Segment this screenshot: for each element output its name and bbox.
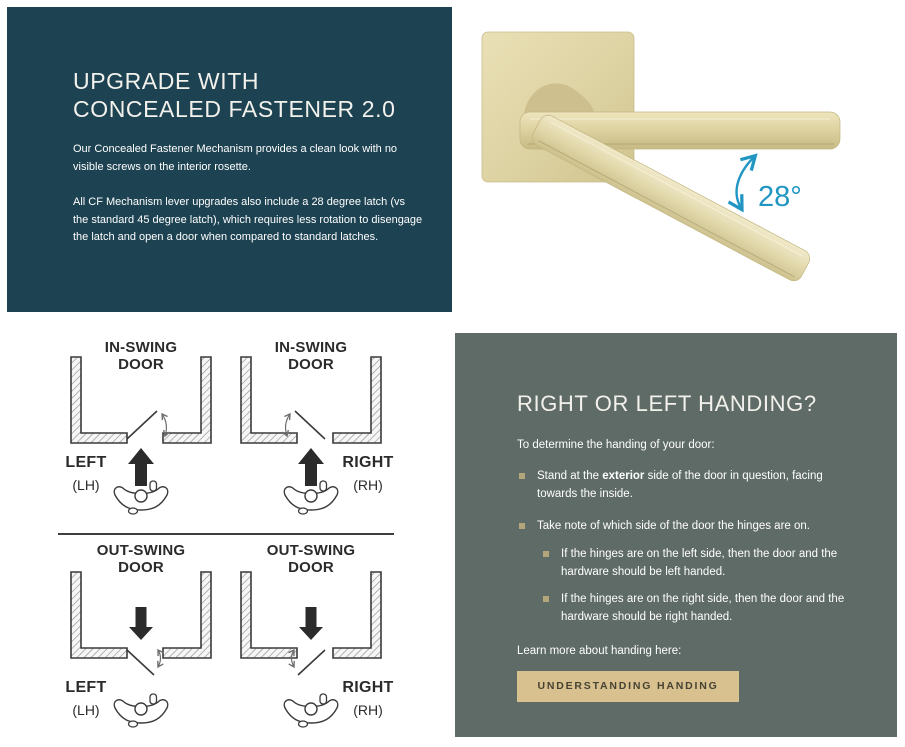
diagram-divider [58,533,394,535]
upgrade-heading: UPGRADE WITH CONCEALED FASTENER 2.0 [73,68,396,123]
up-arrow-icon [128,448,154,486]
bullet-text [537,468,855,504]
diagram-title: OUT-SWING DOOR [96,542,186,576]
square-bullet-icon [543,551,549,557]
bullet-text-post: side of the door in question, facing towards the inside. [537,470,823,501]
in-swing-row [56,340,396,525]
person-top-view-icon [114,694,167,727]
door-swing-arrow-icon [158,650,161,667]
diagram-title: IN-SWING DOOR [274,339,348,373]
diagram-in-swing-left [56,340,226,525]
bullet-text-pre: Stand at the [537,470,603,483]
upgrade-paragraph-2: All CF Mechanism lever upgrades also include a 28 degree latch (vs the standard 45 degree latch), which requires less rotation to disengage the latch and open a door when compared to standard latches. [73,196,423,244]
handing-label-left: LEFT (LH) [65,679,107,718]
person-top-view-icon [284,694,337,727]
handing-panel [455,333,897,737]
square-bullet-icon [519,523,525,529]
out-swing-row [56,543,396,743]
down-arrow-icon [299,607,323,640]
handing-diagrams [0,312,452,747]
diagram-in-swing-right [226,340,396,525]
bullet-text: Take note of which side of the door the hinges are on. [537,519,810,532]
sub-bullet-left-hinges [541,546,857,582]
upgrade-paragraph-1: Our Concealed Fastener Mechanism provides a clean look with no visible screws on the interior rosette. [73,143,398,173]
down-arrow-icon [129,607,153,640]
sub-bullet-text: If the hinges are on the right side, then the door and the hardware should be right handed. [561,593,845,624]
square-bullet-icon [519,473,525,479]
door-lever-illustration [452,0,905,330]
lever-figure [452,0,905,330]
angle-label: 28° [758,181,802,213]
sub-bullets [541,546,857,627]
bullet-stand-exterior [517,468,857,504]
bullet-text-bold: exterior [602,470,645,483]
upgrade-panel [7,7,452,312]
diagram-out-swing-left [56,543,226,743]
handing-intro: To determine the handing of your door: [517,439,715,451]
angle-arrow-icon [737,157,754,208]
handing-label-left: LEFT (LH) [65,454,107,493]
door-leaf [127,411,166,439]
sub-bullet-text: If the hinges are on the left side, then the door and the hardware should be left handed. [561,547,838,578]
door-leaf [127,650,161,675]
handing-label-right: RIGHT (RH) [342,679,394,718]
diagram-title: OUT-SWING DOOR [266,542,356,576]
up-arrow-icon [298,448,324,486]
handing-label-right: RIGHT (RH) [342,454,394,493]
diagram-out-swing-right [226,543,396,743]
bullet-hinge-side [517,518,857,536]
learn-more-text: Learn more about handing here: [517,644,682,657]
diagram-title: IN-SWING DOOR [104,339,178,373]
square-bullet-icon [543,596,549,602]
understanding-handing-button[interactable]: UNDERSTANDING HANDING [517,671,739,702]
sub-bullet-right-hinges [541,591,857,627]
handing-heading: RIGHT OR LEFT HANDING? [517,391,817,416]
